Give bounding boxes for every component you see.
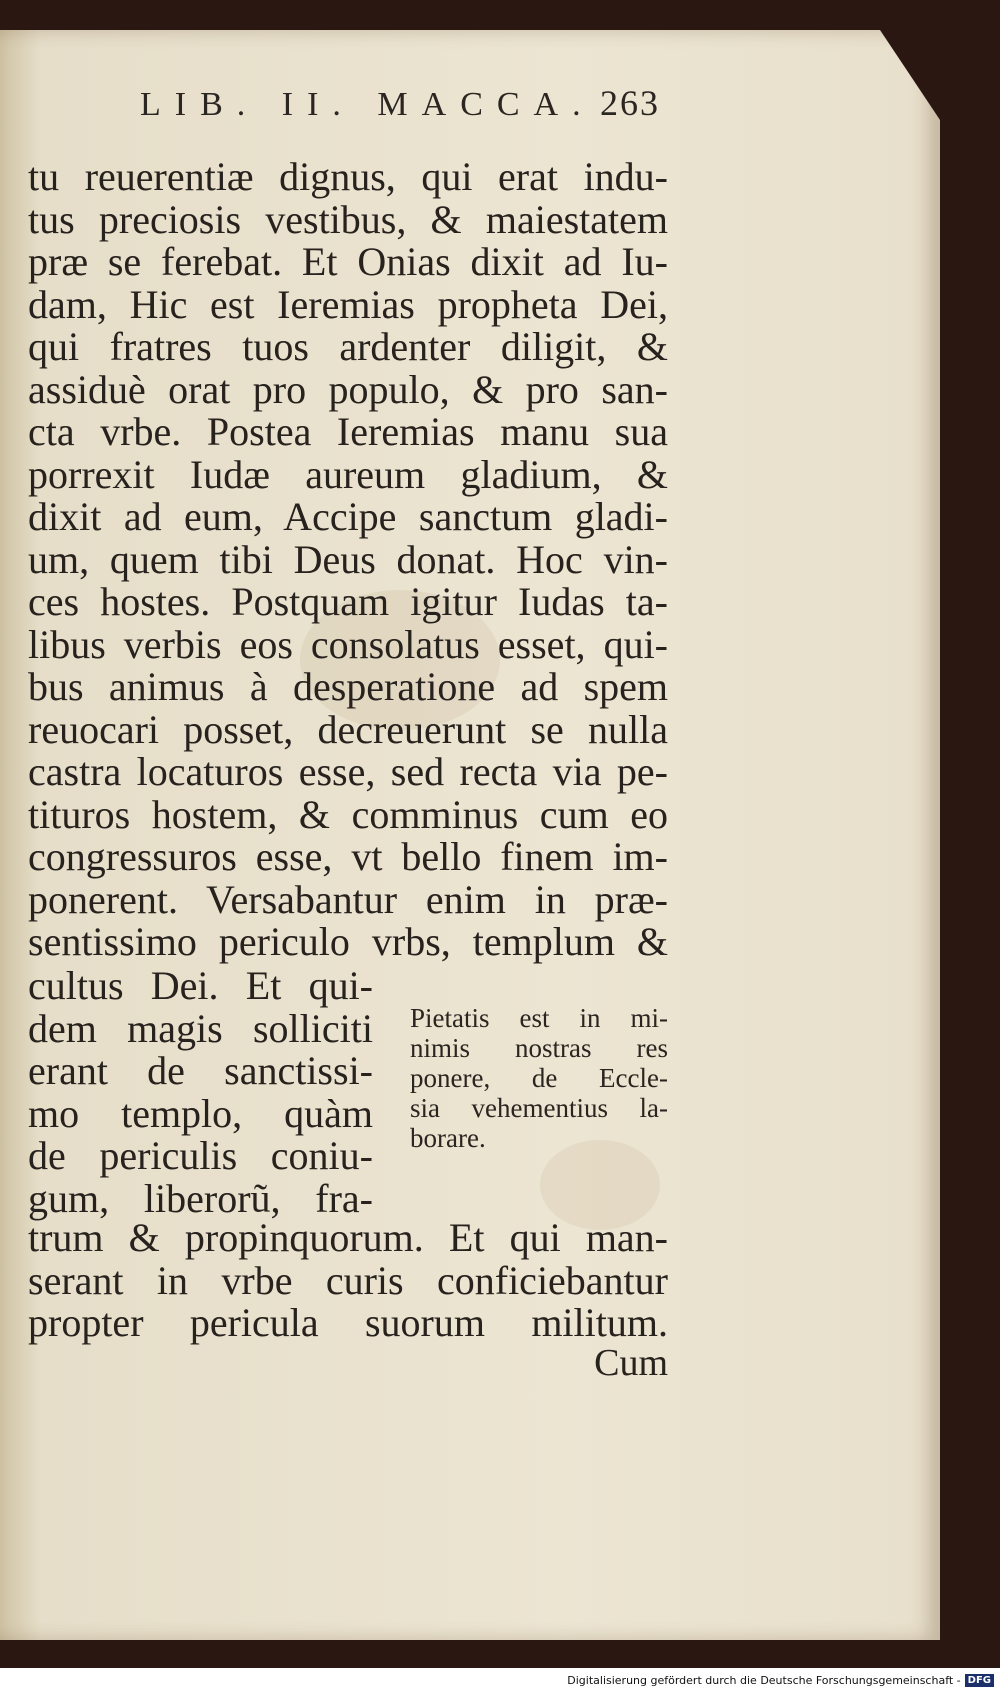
closing-text-block [28,1217,668,1345]
text-line: erant de sanctissi- [28,1048,373,1093]
digitization-footer [0,1668,1000,1692]
text-line: dam, Hic est Ieremias propheta Dei, [28,281,668,327]
text-line: cultus Dei. Et qui- [28,963,373,1008]
text-line: um, quem tibi Deus donat. Hoc vin- [28,536,668,582]
book-page [0,30,940,1640]
note-line: nimis nostras res [410,1033,668,1063]
text-line: castra locaturos esse, sed recta via pe- [28,749,668,794]
text-line: de periculis coniu- [28,1133,373,1178]
text-line: præ se ferebat. Et Onias dixit ad Iu- [28,239,668,284]
text-line: sentissimo periculo vrbs, templum & [28,919,668,964]
page-number: 263 [600,83,660,123]
note-line: Pietatis est in mi- [410,1003,668,1033]
text-line: bus animus à desperatione ad spem [28,664,668,709]
text-line: ces hostes. Postquam igitur Iudas ta- [28,579,668,624]
text-with-marginal-note [28,965,668,1220]
text-line: dem magis solliciti [28,1005,373,1051]
text-line: propter pericula suorum militum. [28,1300,668,1345]
text-line: ponerent. Versabantur enim in præ- [28,876,668,922]
text-line: trum & propinquorum. Et qui man- [28,1215,668,1260]
catchword: Cum [594,1342,668,1384]
note-line: sia vehementius la- [410,1093,668,1123]
text-line: libus verbis eos consolatus esset, qui- [28,621,668,667]
dfg-logo: DFG [965,1674,994,1687]
torn-corner [880,30,940,120]
text-line: cta vrbe. Postea Ieremias manu sua [28,409,668,454]
main-text-block [28,156,668,964]
text-line: qui fratres tuos ardenter diligit, & [28,324,668,369]
text-line: reuocari posset, decreuerunt se nulla [28,706,668,752]
text-line: assiduè orat pro populo, & pro san- [28,366,668,412]
running-header [140,82,660,124]
text-line: tituros hostem, & comminus cum eo [28,791,668,837]
footer-credit: Digitalisierung gefördert durch die Deutsche Forschungsgemeinschaft - [567,1673,961,1687]
text-line: dixit ad eum, Accipe sanctum gladi- [28,494,668,539]
text-line: tu reuerentiæ dignus, qui erat indu- [28,154,668,199]
narrow-text-column [28,965,373,1220]
marginal-note [410,1003,668,1220]
note-line: ponere, de Eccle- [410,1063,668,1093]
text-line: congressuros esse, vt bello finem im- [28,834,668,879]
text-line: serant in vrbe curis conficiebantur [28,1257,668,1303]
running-title: LIB. II. MACCA. [140,86,595,123]
note-line: borare. [410,1123,486,1153]
text-line: tus preciosis vestibus, & maiestatem [28,196,668,242]
text-line: mo templo, quàm [28,1090,373,1136]
text-line: gum, liberorũ, fra- [28,1175,373,1221]
text-line: porrexit Iudæ aureum gladium, & [28,451,668,497]
